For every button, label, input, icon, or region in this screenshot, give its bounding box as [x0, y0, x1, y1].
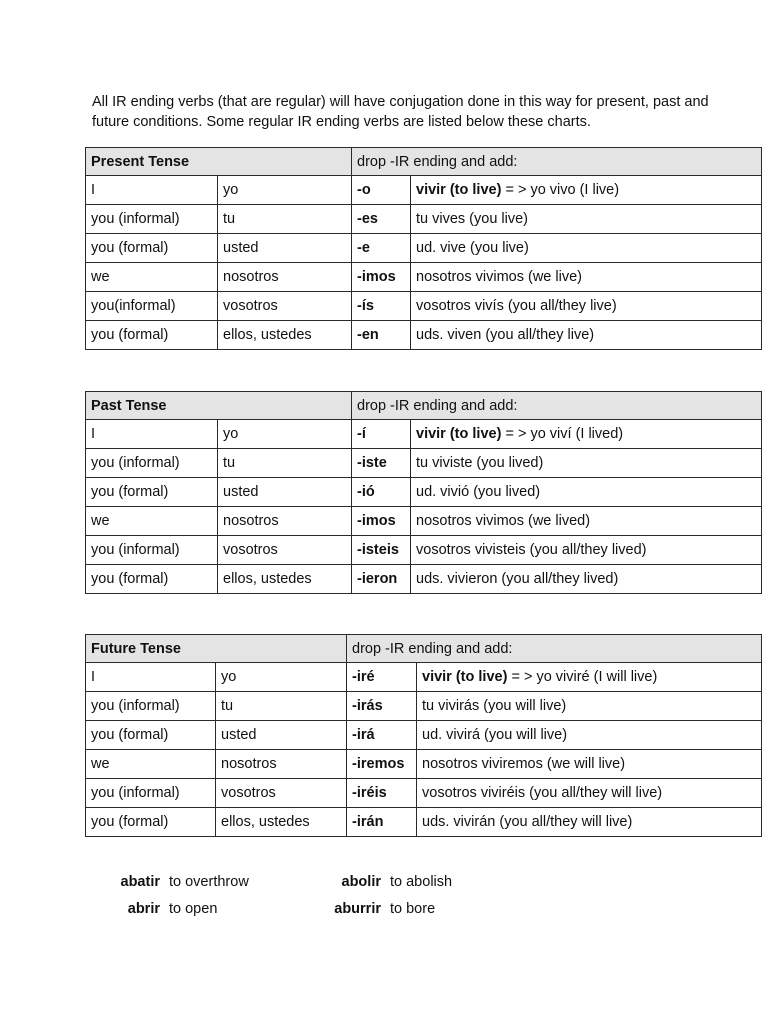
table-header-row [86, 148, 762, 176]
future-tense-table [85, 634, 762, 837]
example-text: nosotros vivimos (we lived) [416, 513, 591, 529]
example-text: nosotros viviremos (we will live) [422, 756, 626, 772]
example-text: tu viviste (you lived) [416, 455, 544, 471]
intro-paragraph: All IR ending verbs (that are regular) will have conjugation done in this way for present, past and future conditions. Some regular IR ending verbs are listed below these charts. [92, 94, 709, 130]
table-row [86, 536, 762, 565]
ending-cell: -o [352, 176, 411, 205]
ending-cell: -irá [347, 721, 417, 750]
example-cell [411, 420, 762, 449]
table-row [86, 292, 762, 321]
example-cell [411, 507, 762, 536]
ending-cell: -isteis [352, 536, 411, 565]
person-cell: you(informal) [86, 292, 218, 321]
ending-cell: -iréis [347, 779, 417, 808]
pronoun-cell: ellos, ustedes [218, 321, 352, 350]
example-text: ud. vivió (you lived) [416, 484, 541, 500]
ending-cell: -imos [352, 263, 411, 292]
table-row [86, 478, 762, 507]
table-row [86, 692, 762, 721]
person-cell: we [86, 263, 218, 292]
example-cell [411, 263, 762, 292]
example-cell [411, 478, 762, 507]
example-verb: vivir (to live) [416, 426, 502, 442]
past-tense-table [85, 391, 762, 594]
pronoun-cell: usted [216, 721, 347, 750]
pronoun-cell: tu [216, 692, 347, 721]
person-cell: we [86, 750, 216, 779]
example-cell [417, 750, 762, 779]
example-text: vosotros viviréis (you all/they will live) [422, 785, 663, 801]
table-row [86, 750, 762, 779]
person-cell: you (informal) [86, 205, 218, 234]
table-header-row [86, 392, 762, 420]
verb-term: aburrir [334, 900, 381, 917]
pronoun-cell: tu [218, 449, 352, 478]
person-cell: I [86, 176, 218, 205]
pronoun-cell: ellos, ustedes [216, 808, 347, 837]
pronoun-cell: nosotros [218, 507, 352, 536]
pronoun-cell: vosotros [218, 536, 352, 565]
table-header-row [86, 635, 762, 663]
pronoun-cell: yo [218, 420, 352, 449]
verb-list [100, 868, 520, 922]
person-cell: you (informal) [86, 536, 218, 565]
example-cell [411, 205, 762, 234]
example-text: tu vives (you live) [416, 211, 529, 227]
example-text: nosotros vivimos (we live) [416, 269, 582, 285]
ending-cell: -en [352, 321, 411, 350]
person-cell: you (formal) [86, 478, 218, 507]
example-cell [411, 292, 762, 321]
pronoun-cell: yo [218, 176, 352, 205]
table-row [86, 321, 762, 350]
example-verb: vivir (to live) [416, 182, 502, 198]
table-row [86, 176, 762, 205]
ending-cell: -ió [352, 478, 411, 507]
person-cell: you (formal) [86, 565, 218, 594]
example-cell [411, 449, 762, 478]
table-instruction: drop -IR ending and add: [352, 392, 762, 420]
pronoun-cell: yo [216, 663, 347, 692]
verb-meaning: to bore [390, 900, 436, 917]
example-text: ud. vive (you live) [416, 240, 529, 256]
table-row [86, 779, 762, 808]
person-cell: we [86, 507, 218, 536]
table-instruction: drop -IR ending and add: [352, 148, 762, 176]
verb-list-row [100, 895, 520, 922]
table-row [86, 507, 762, 536]
ending-cell: -í [352, 420, 411, 449]
example-text: = > yo vivo (I live) [501, 182, 620, 198]
example-cell [411, 536, 762, 565]
ending-cell: -imos [352, 507, 411, 536]
ending-cell: -irán [347, 808, 417, 837]
example-text: uds. viven (you all/they live) [416, 327, 595, 343]
ending-cell: -irás [347, 692, 417, 721]
table-row [86, 205, 762, 234]
person-cell: you (formal) [86, 721, 216, 750]
verb-meaning: to overthrow [169, 873, 249, 890]
example-text: = > yo viviré (I will live) [507, 669, 658, 685]
example-verb: vivir (to live) [422, 669, 508, 685]
ending-cell: -iré [347, 663, 417, 692]
example-cell [411, 565, 762, 594]
example-text: = > yo viví (I lived) [501, 426, 624, 442]
table-row [86, 565, 762, 594]
example-cell [411, 234, 762, 263]
person-cell: you (informal) [86, 692, 216, 721]
example-text: tu vivirás (you will live) [422, 698, 567, 714]
ending-cell: -e [352, 234, 411, 263]
pronoun-cell: ellos, ustedes [218, 565, 352, 594]
table-title: Present Tense [86, 148, 352, 176]
verb-term: abatir [120, 873, 160, 890]
present-tense-table [85, 147, 762, 350]
pronoun-cell: usted [218, 478, 352, 507]
table-instruction: drop -IR ending and add: [347, 635, 762, 663]
verb-term: abolir [341, 873, 381, 890]
pronoun-cell: usted [218, 234, 352, 263]
example-cell [417, 808, 762, 837]
person-cell: you (informal) [86, 449, 218, 478]
example-text: vosotros vivisteis (you all/they lived) [416, 542, 647, 558]
verb-list-row [100, 868, 520, 895]
person-cell: you (informal) [86, 779, 216, 808]
example-cell [411, 176, 762, 205]
ending-cell: -iste [352, 449, 411, 478]
table-row [86, 721, 762, 750]
verb-term: abrir [127, 900, 160, 917]
table-row [86, 420, 762, 449]
person-cell: I [86, 663, 216, 692]
ending-cell: -iremos [347, 750, 417, 779]
table-title: Past Tense [86, 392, 352, 420]
table-row [86, 449, 762, 478]
example-text: vosotros vivís (you all/they live) [416, 298, 617, 314]
pronoun-cell: tu [218, 205, 352, 234]
table-row [86, 234, 762, 263]
ending-cell: -ís [352, 292, 411, 321]
table-title: Future Tense [86, 635, 347, 663]
example-cell [417, 779, 762, 808]
table-row [86, 663, 762, 692]
person-cell: you (formal) [86, 321, 218, 350]
example-cell [411, 321, 762, 350]
pronoun-cell: nosotros [218, 263, 352, 292]
pronoun-cell: vosotros [216, 779, 347, 808]
pronoun-cell: vosotros [218, 292, 352, 321]
example-text: ud. vivirá (you will live) [422, 727, 568, 743]
pronoun-cell: nosotros [216, 750, 347, 779]
person-cell: you (formal) [86, 234, 218, 263]
verb-meaning: to abolish [390, 873, 453, 890]
example-cell [417, 692, 762, 721]
example-text: uds. vivirán (you all/they will live) [422, 814, 633, 830]
example-cell [417, 663, 762, 692]
table-row [86, 808, 762, 837]
table-row [86, 263, 762, 292]
person-cell: I [86, 420, 218, 449]
person-cell: you (formal) [86, 808, 216, 837]
ending-cell: -ieron [352, 565, 411, 594]
example-cell [417, 721, 762, 750]
example-text: uds. vivieron (you all/they lived) [416, 571, 619, 587]
verb-meaning: to open [169, 900, 218, 917]
ending-cell: -es [352, 205, 411, 234]
